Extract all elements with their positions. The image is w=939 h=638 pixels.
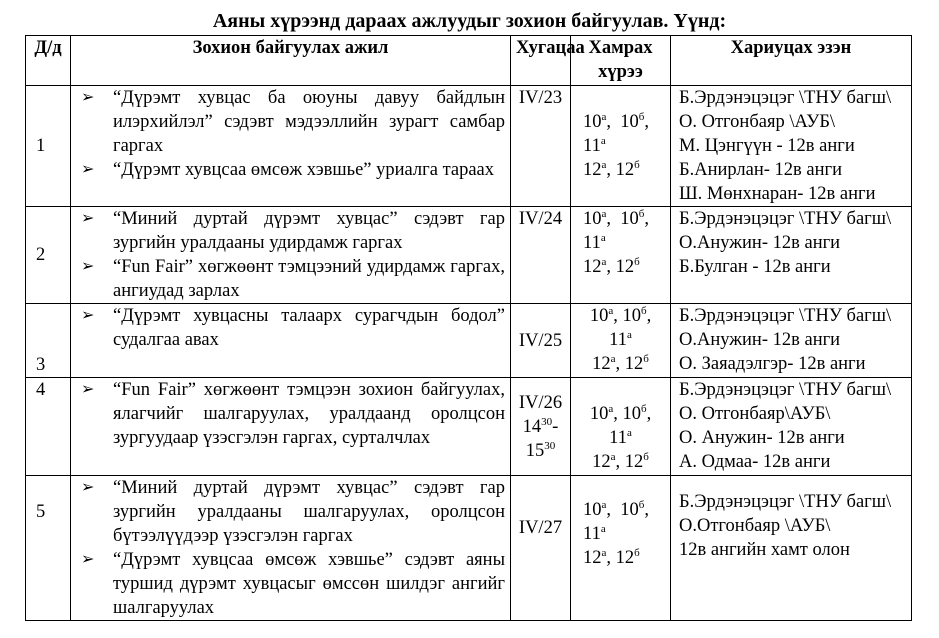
document-title: Аяны хүрээнд дараах ажлуудыг зохион байгуулав. Үүнд: bbox=[212, 10, 727, 32]
work-cell bbox=[71, 207, 511, 304]
responsible-cell: Б.Эрдэнэцэцэг \ТНУ багш\ О. Отгонбаяр\АУБ\ О. Анужин- 12в анги А. Одмаа- 12в анги bbox=[671, 378, 912, 476]
arrow-bullet-icon: ➢ bbox=[81, 89, 95, 106]
scope-cell: $10^а$, $10^б$, $11^а$ $12^а$, $12^б$ bbox=[571, 476, 671, 621]
date-cell: IV/24 bbox=[511, 207, 571, 304]
list-item: ➢ “Дүрэмт хувцсаа өмсөж хэвшье” уриалга тараах bbox=[81, 160, 495, 180]
arrow-bullet-icon: ➢ bbox=[81, 161, 95, 178]
header-num: Д/д bbox=[26, 36, 71, 86]
row-number: 5 bbox=[26, 476, 71, 621]
responsible-cell: Б.Эрдэнэцэцэг \ТНУ багш\ О.Отгонбаяр \АУБ\ 12в ангийн хамт олон bbox=[671, 476, 912, 621]
date-cell: IV/26 $14^{30}-$ $15^{30}$ bbox=[511, 378, 571, 476]
scope-cell: $10^а$, $10^б$, $11^а$ $12^а$, $12^б$ bbox=[571, 304, 671, 378]
table-row bbox=[26, 304, 912, 378]
date-cell: IV/27 bbox=[511, 476, 571, 621]
row-number: 3 bbox=[26, 304, 71, 378]
header-date: Хугацаа bbox=[511, 36, 571, 86]
list-item: ➢ “Миний дуртай дүрэмт хувцас” сэдэвт гар зургийн уралдааны удирдамж гаргах bbox=[81, 209, 505, 253]
table-row bbox=[26, 207, 912, 304]
header-resp: Хариуцах эзэн bbox=[671, 36, 912, 86]
arrow-bullet-icon: ➢ bbox=[81, 210, 95, 227]
row-number: 4 bbox=[26, 378, 71, 476]
scope-cell: $10^а$, $10^б$, $11^а$ $12^а$, $12^б$ bbox=[571, 207, 671, 304]
header-scope: Хамрах хүрээ bbox=[571, 36, 671, 86]
scope-cell: $10^а$, $10^б$, $11^а$ $12^а$, $12^б$ bbox=[571, 378, 671, 476]
scope-cell: $10^а$, $10^б$, $11^а$ $12^а$, $12^б$ bbox=[571, 86, 671, 207]
work-cell bbox=[71, 304, 511, 378]
row-number: 1 bbox=[26, 86, 71, 207]
list-item: ➢ “Дүрэмт хувцсаа өмсөж хэвшье” сэдэвт аяны туршид дүрэмт хувцасыг өмссөн шилдэг ангийг шалгаруулах bbox=[81, 550, 505, 618]
arrow-bullet-icon: ➢ bbox=[81, 381, 95, 398]
header-work: Зохион байгуулах ажил bbox=[71, 36, 511, 86]
work-cell bbox=[71, 378, 511, 476]
responsible-cell: Б.Эрдэнэцэцэг \ТНУ багш\ О.Анужин- 12в анги О. Заяадэлгэр- 12в анги bbox=[671, 304, 912, 378]
arrow-bullet-icon: ➢ bbox=[81, 258, 95, 275]
arrow-bullet-icon: ➢ bbox=[81, 479, 95, 496]
arrow-bullet-icon: ➢ bbox=[81, 551, 95, 568]
row-number: 2 bbox=[26, 207, 71, 304]
activities-table bbox=[25, 35, 912, 621]
responsible-cell: Б.Эрдэнэцэцэг \ТНУ багш\ О. Отгонбаяр \АУБ\ М. Цэнгүүн - 12в анги Б.Анирлан- 12в анги Ш. Мөнхнаран- 12в анги bbox=[671, 86, 912, 207]
list-item: ➢ “Fun Fair” хөгжөөнт тэмцээний удирдамж гаргах, ангиудад зарлах bbox=[81, 257, 505, 301]
date-cell: IV/25 bbox=[511, 304, 571, 378]
responsible-cell: Б.Эрдэнэцэцэг \ТНУ багш\ О.Анужин- 12в анги Б.Булган - 12в анги bbox=[671, 207, 912, 304]
table-row bbox=[26, 378, 912, 476]
table-row bbox=[26, 86, 912, 207]
date-cell: IV/23 bbox=[511, 86, 571, 207]
table-row bbox=[26, 476, 912, 621]
list-item: ➢ “Миний дуртай дүрэмт хувцас” сэдэвт гар зургийн уралдааны шалгаруулах, оролцсон бүтээлүүдээр үзэсгэлэн гаргах bbox=[81, 478, 505, 546]
work-cell bbox=[71, 476, 511, 621]
work-cell bbox=[71, 86, 511, 207]
list-item: ➢ “Дүрэмт хувцасны талаарх сурагчдын бодол” судалгаа авах bbox=[81, 306, 505, 350]
list-item: ➢ “Fun Fair” хөгжөөнт тэмцээн зохион байгуулах, ялагчийг шалгаруулах, уралдаанд оролцсон зургуудаар үзэсгэлэн гаргах, сурталчлах bbox=[81, 380, 505, 448]
arrow-bullet-icon: ➢ bbox=[81, 307, 95, 324]
list-item: ➢ “Дүрэмт хувцас ба оюуны давуу байдлын илэрхийлэл” сэдэвт мэдээллийн зурагт самбар гаргах bbox=[81, 88, 505, 156]
table-header-row bbox=[26, 36, 912, 86]
